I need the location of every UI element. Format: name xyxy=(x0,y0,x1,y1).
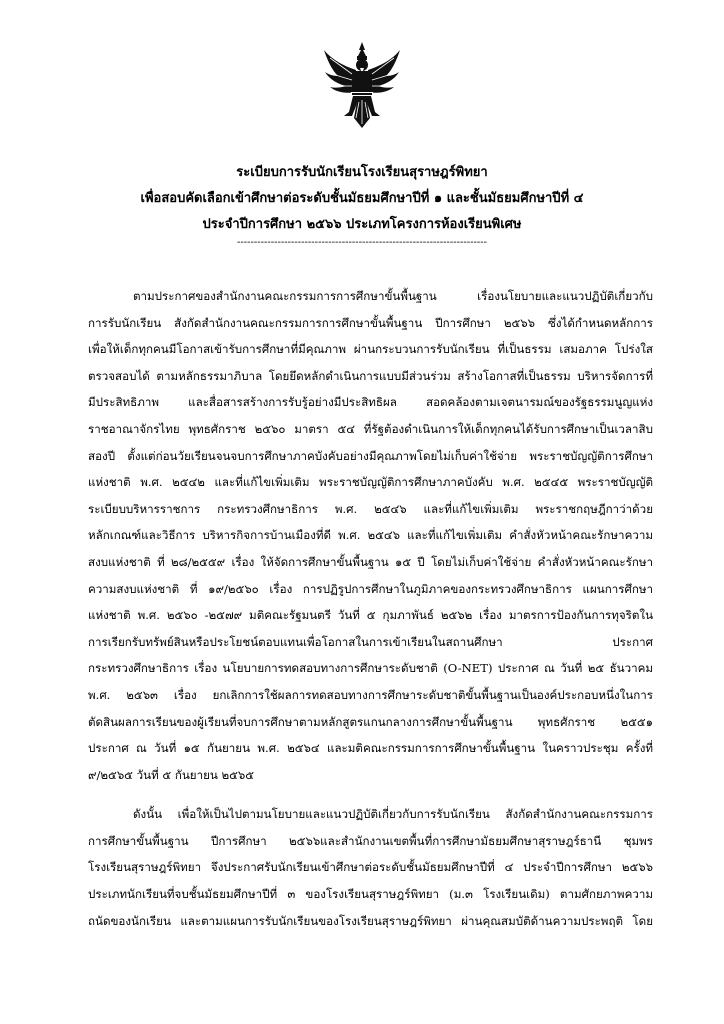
garuda-emblem-icon xyxy=(322,40,402,130)
paragraph-2 xyxy=(88,801,653,934)
document-title-line-3: ประจำปีการศึกษา ๒๕๖๖ ประเภทโครงการห้องเรียนพิเศษ xyxy=(202,217,522,232)
document-title-block xyxy=(60,160,664,250)
paragraph-2-line: การศึกษาขั้นพื้นฐาน ปีการศึกษา ๒๕๖๖และสำนักงานเขตพื้นที่การศึกษามัธยมศึกษาสุราษฎร์ธานี ชุมพร xyxy=(88,833,653,848)
paragraph-1-line: ราชอาณาจักรไทย พุทธศักราช ๒๕๖๐ มาตรา ๕๔ ที่รัฐต้องดำเนินการให้เด็กทุกคนได้รับการศึกษาเป็นเวลาสิบ xyxy=(88,421,653,436)
paragraph-1-line: ๙/๒๕๖๕ วันที่ ๕ กันยายน ๒๕๖๕ xyxy=(88,767,255,782)
paragraph-1-line: ตัดสินผลการเรียนของผู้เรียนที่จบการศึกษาตามหลักสูตรแกนกลางการศึกษาขั้นพื้นฐาน พุทธศักราช ๒๕๕๑ xyxy=(88,714,653,729)
paragraph-1-line: สองปี ตั้งแต่ก่อนวัยเรียนจนจบการศึกษาภาคบังคับอย่างมีคุณภาพโดยไม่เก็บค่าใช้จ่าย พระราชบัญญัติการศึกษา xyxy=(88,448,653,463)
paragraph-1-line: กระทรวงศึกษาธิการ เรื่อง นโยบายการทดสอบทางการศึกษาระดับชาติ (O-NET) ประกาศ ณ วันที่ ๒๕ ธันวาคม xyxy=(88,661,653,676)
paragraph-1-line: สงบแห่งชาติ ที่ ๒๘/๒๕๕๙ เรื่อง ให้จัดการศึกษาขั้นพื้นฐาน ๑๕ ปี โดยไม่เก็บค่าใช้จ่าย คำสั่งหัวหน้าคณะรักษา xyxy=(88,554,653,569)
document-title-line-1: ระเบียบการรับนักเรียนโรงเรียนสุราษฎร์พิทยา xyxy=(236,165,488,180)
paragraph-1-line: มีประสิทธิภาพ และสื่อสารสร้างการรับรู้อย่างมีประสิทธิผล สอดคล้องตามเจตนารมณ์ของรัฐธรรมนูญแห่ง xyxy=(88,395,653,410)
paragraph-1-line: แห่งชาติ พ.ศ. ๒๕๔๒ และที่แก้ไขเพิ่มเติม พระราชบัญญัติการศึกษาภาคบังคับ พ.ศ. ๒๕๔๕ พระราชบัญญัติ xyxy=(88,475,653,490)
paragraph-2-line: ดังนั้น เพื่อให้เป็นไปตามนโยบายและแนวปฏิบัติเกี่ยวกับการรับนักเรียน สังกัดสำนักงานคณะกรรมการ xyxy=(133,807,653,822)
paragraph-1-line: การรับนักเรียน สังกัดสำนักงานคณะกรรมการการศึกษาขั้นพื้นฐาน ปีการศึกษา ๒๕๖๖ ซึ่งได้กำหนดหลักการ xyxy=(88,315,653,330)
paragraph-1-line: หลักเกณฑ์และวิธีการ บริหารกิจการบ้านเมืองที่ดี พ.ศ. ๒๕๔๖ และที่แก้ไขเพิ่มเติม คำสั่งหัวหน้าคณะรักษาความ xyxy=(88,528,653,543)
paragraph-2-line: ประเภทนักเรียนที่จบชั้นมัธยมศึกษาปีที่ ๓ ของโรงเรียนสุราษฎร์พิทยา (ม.๓ โรงเรียนเดิม) ตามศักยภาพความ xyxy=(88,887,653,902)
document-title-line-2: เพื่อสอบคัดเลือกเข้าศึกษาต่อระดับชั้นมัธยมศึกษาปีที่ ๑ และชั้นมัธยมศึกษาปีที่ ๔ xyxy=(140,191,584,206)
paragraph-1-line: เพื่อให้เด็กทุกคนมีโอกาสเข้ารับการศึกษาที่มีคุณภาพ ผ่านกระบวนการรับนักเรียน ที่เป็นธรรม เสมอภาค โปร่งใส xyxy=(88,342,653,357)
paragraph-2-line: โรงเรียนสุราษฎร์พิทยา จึงประกาศรับนักเรียนเข้าศึกษาต่อระดับชั้นมัธยมศึกษาปีที่ ๔ ประจำปีการศึกษา ๒๕๖๖ xyxy=(88,860,653,875)
title-separator: -------------------------------------------------------------------------- xyxy=(236,237,488,248)
paragraph-1-line: พ.ศ. ๒๕๖๓ เรื่อง ยกเลิกการใช้ผลการทดสอบทางการศึกษาระดับชาติขั้นพื้นฐานเป็นองค์ประกอบหนึ่งในการ xyxy=(88,687,653,702)
paragraph-1-line: ความสงบแห่งชาติ ที่ ๑๙/๒๕๖๐ เรื่อง การปฏิรูปการศึกษาในภูมิภาคของกระทรวงศึกษาธิการ แผนการศึกษา xyxy=(88,581,653,596)
document-body xyxy=(88,283,653,934)
paragraph-1-line: ประกาศ ณ วันที่ ๑๕ กันยายน พ.ศ. ๒๕๖๔ และมติคณะกรรมการการศึกษาขั้นพื้นฐาน ในคราวประชุม ครั้งที่ xyxy=(88,741,653,756)
paragraph-1-line: การเรียกรับทรัพย์สินหรือประโยชน์ตอบแทนเพื่อโอกาสในการเข้าเรียนในสถานศึกษา ประกาศ xyxy=(88,634,653,649)
paragraph-1-line: แห่งชาติ พ.ศ. ๒๕๖๐ -๒๕๗๙ มติคณะรัฐมนตรี วันที่ ๕ กุมภาพันธ์ ๒๕๖๒ เรื่อง มาตรการป้องกันการทุจริตใน xyxy=(88,608,653,623)
paragraph-1-line: ตามประกาศของสำนักงานคณะกรรมการการศึกษาขั้นพื้นฐาน เรื่องนโยบายและแนวปฏิบัติเกี่ยวกับ xyxy=(133,289,653,303)
paragraph-2-line: ถนัดของนักเรียน และตามแผนการรับนักเรียนของโรงเรียนสุราษฎร์พิทยา ผ่านคุณสมบัติด้านความประพฤติ โดย xyxy=(88,913,653,928)
paragraph-1-line: ระเบียบบริหารราชการ กระทรวงศึกษาธิการ พ.ศ. ๒๕๔๖ และที่แก้ไขเพิ่มเติม พระราชกฤษฎีกาว่าด้วย xyxy=(88,501,653,516)
paragraph-1-line: ตรวจสอบได้ ตามหลักธรรมาภิบาล โดยยึดหลักดำเนินการแบบมีส่วนร่วม สร้างโอกาสที่เป็นธรรม บริหารจัดการที่ xyxy=(88,368,653,383)
paragraph-1 xyxy=(88,283,653,788)
